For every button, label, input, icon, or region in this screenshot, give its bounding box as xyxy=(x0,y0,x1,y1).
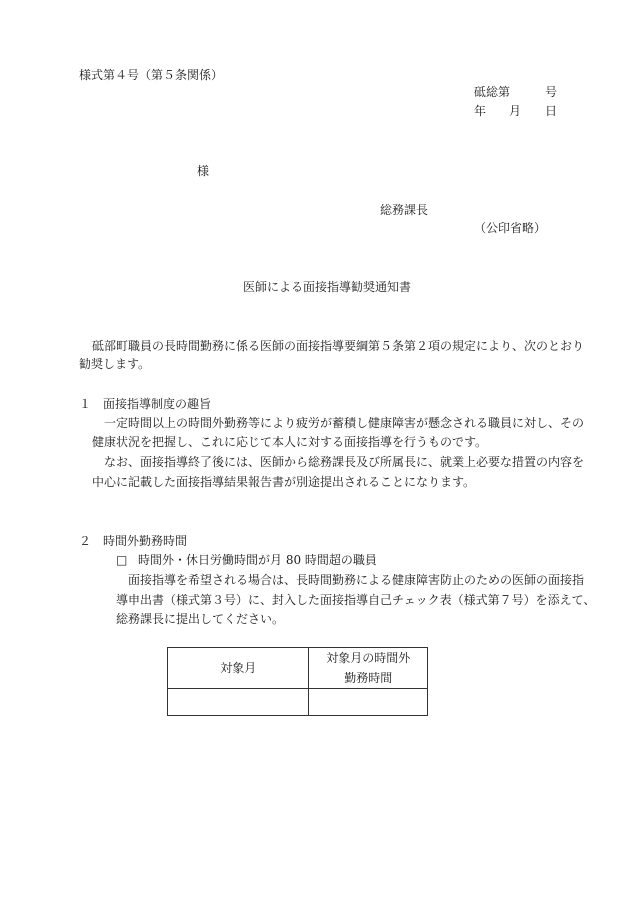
doc-number-prefix: 砥総第 xyxy=(474,85,511,99)
checkbox-item-label: 時間外・休日労働時間が月 80 時間超の職員 xyxy=(138,553,377,567)
seal-omitted-note: （公印省略） xyxy=(474,221,547,235)
overtime-table xyxy=(167,647,428,716)
section-1-p1-line-1: 一定時間以上の時間外勤務等により疲労が蓄積し健康障害が懸念される職員に対し、その xyxy=(104,416,585,430)
intro-line-1: 砥部町職員の長時間勤務に係る医師の面接指導要綱第５条第２項の規定により、次のとおり xyxy=(92,339,585,353)
sender-title: 総務課長 xyxy=(380,203,429,217)
addressee-honorific: 様 xyxy=(197,164,210,178)
table-cell-target-month[interactable] xyxy=(168,689,309,716)
date-year: 年 xyxy=(474,104,487,118)
document-title: 医師による面接指導勧奨通知書 xyxy=(243,280,412,294)
table-header-target-month: 対象月 xyxy=(168,648,309,689)
section-2-p-line-3: 総務課長に提出してください。 xyxy=(116,612,285,626)
date-day: 日 xyxy=(545,104,558,118)
section-2-p-line-2: 導申出書（様式第３号）に、封入した面接指導自己チェック表（様式第７号）を添えて、 xyxy=(116,593,596,607)
section-1-p2-line-1: なお、面接指導終了後には、医師から総務課長及び所属長に、就業上必要な措置の内容を xyxy=(104,455,585,469)
intro-line-2: 勧奨します。 xyxy=(79,357,151,371)
section-2-p-line-1: 面接指導を希望される場合は、長時間勤務による健康障害防止のための医師の面接指 xyxy=(128,573,585,587)
table-header-overtime-hours-line-1: 対象月の時間外 xyxy=(326,651,411,665)
doc-number-suffix: 号 xyxy=(545,85,558,99)
section-1-p1-line-2: 健康状況を把握し、これに応じて本人に対する面接指導を行うものです。 xyxy=(92,435,488,449)
table-header-overtime-hours-line-2: 勤務時間 xyxy=(344,671,393,685)
table-cell-overtime-hours[interactable] xyxy=(309,689,428,716)
date-month: 月 xyxy=(509,104,522,118)
section-1-heading: １ 面接指導制度の趣旨 xyxy=(79,397,212,411)
section-1-p2-line-2: 中心に記載した面接指導結果報告書が別途提出されることになります。 xyxy=(92,475,476,489)
form-number: 様式第４号（第５条関係） xyxy=(79,68,224,82)
table-header-overtime-hours xyxy=(309,648,428,689)
section-2-heading: ２ 時間外勤務時間 xyxy=(79,534,188,548)
checkbox-icon[interactable]: □ xyxy=(116,553,128,567)
